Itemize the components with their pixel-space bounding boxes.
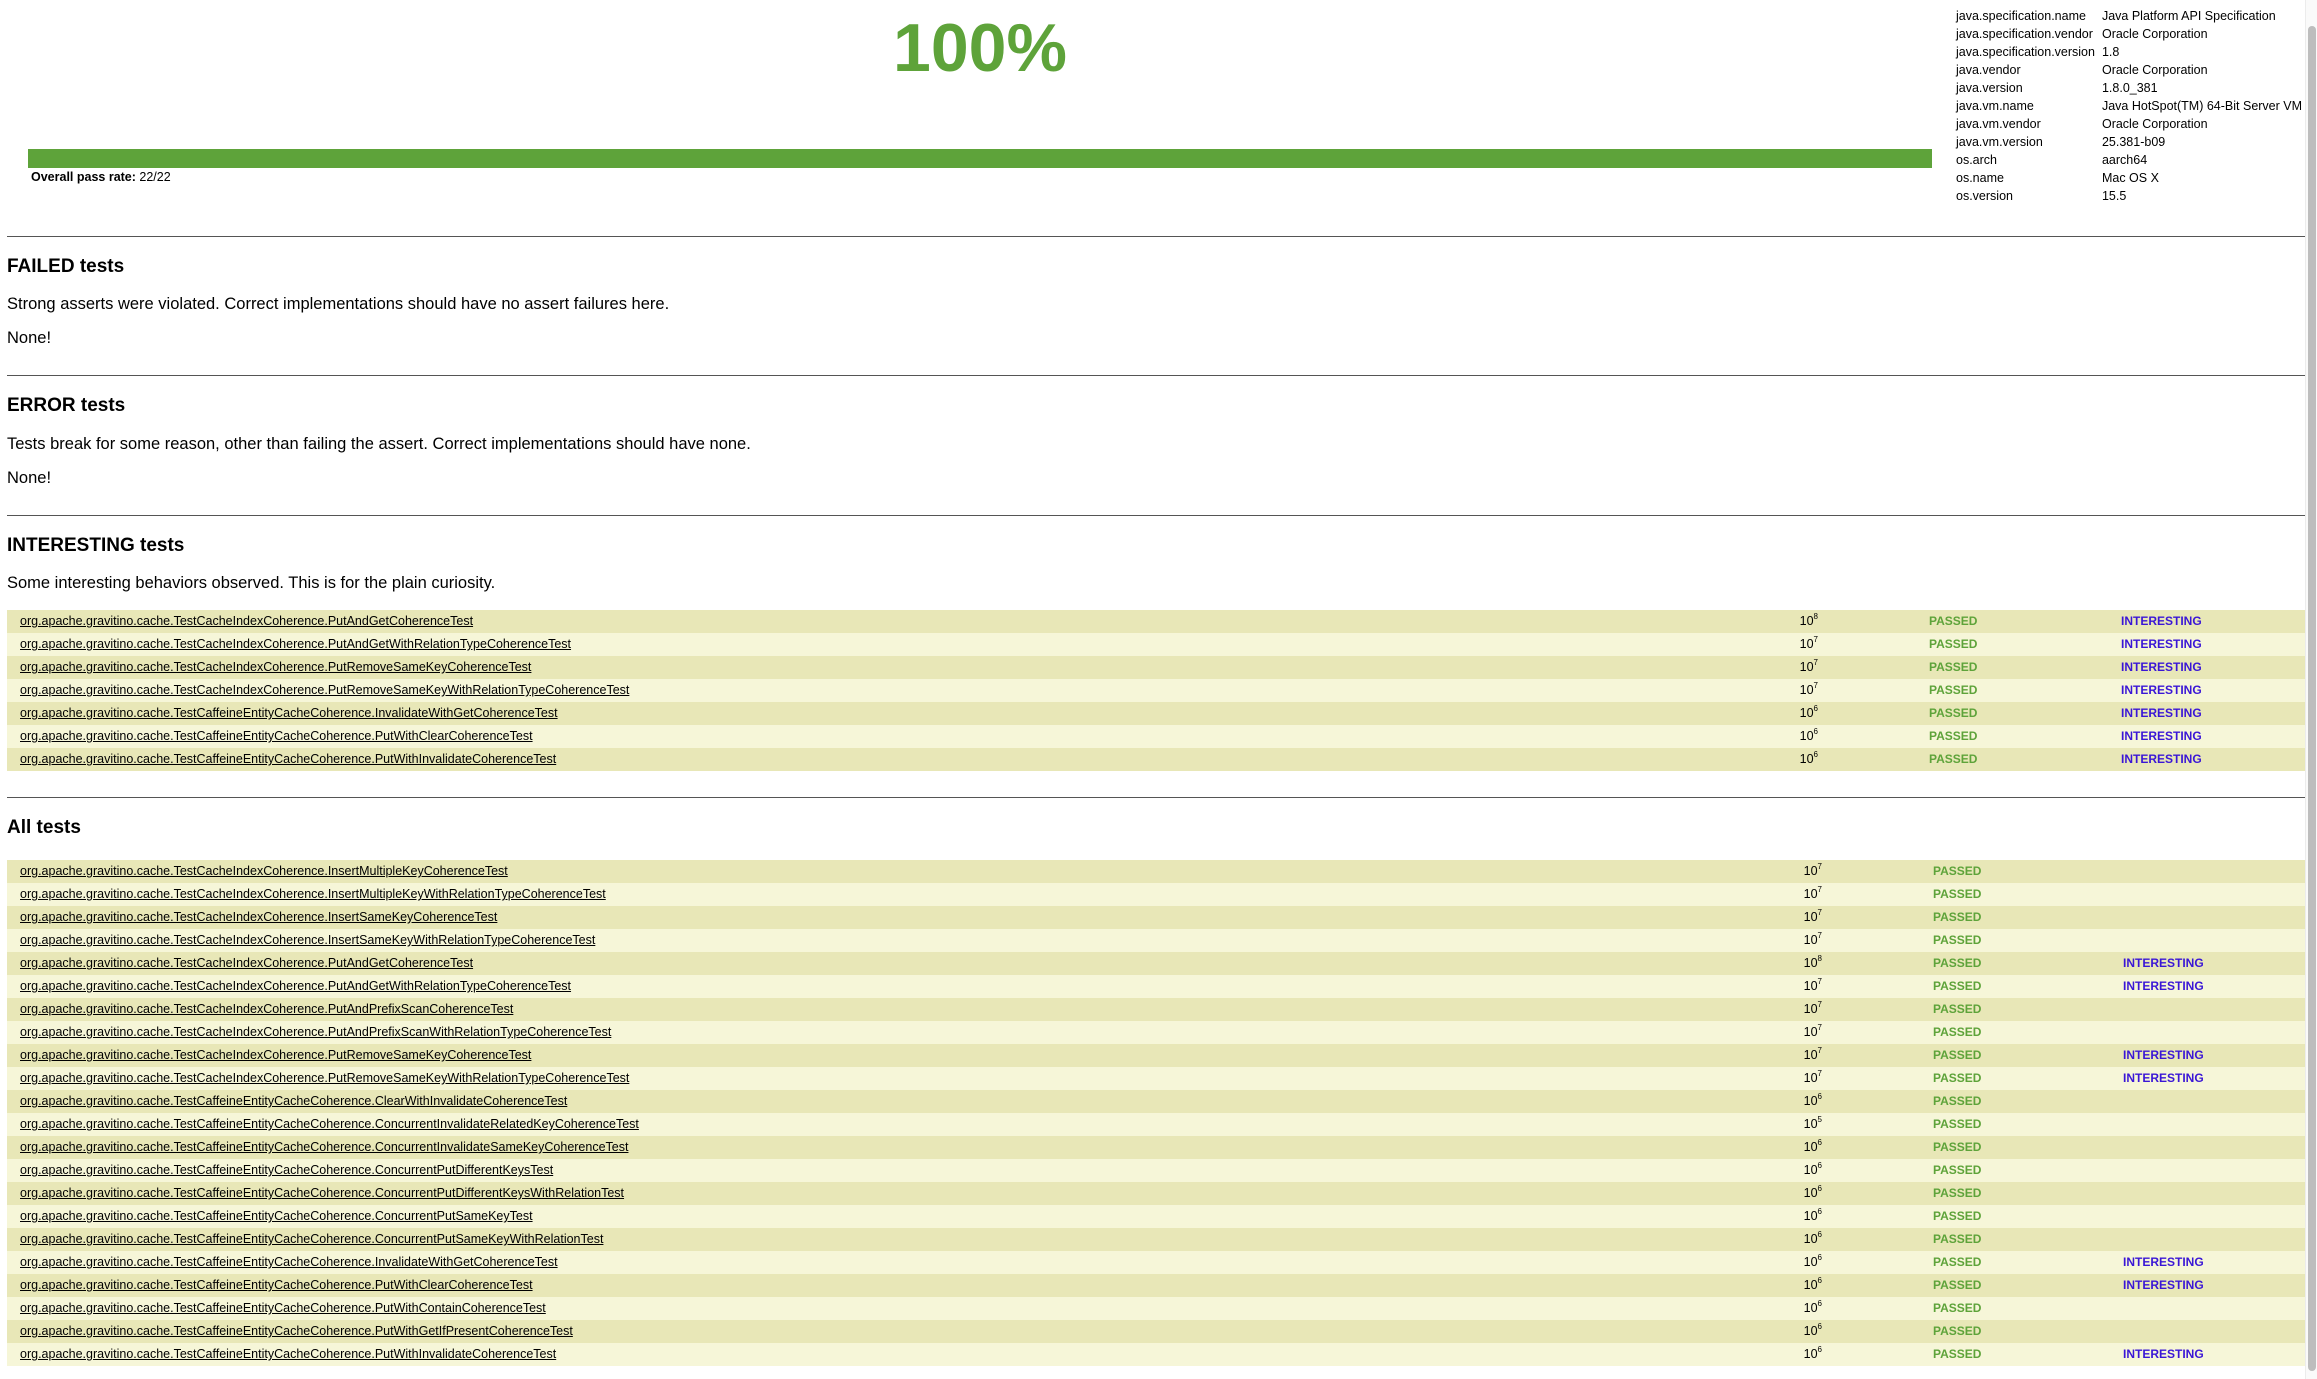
test-name-link[interactable]: org.apache.gravitino.cache.TestCacheIndexCoherence.PutRemoveSameKeyCoherenceTest [20, 1048, 532, 1062]
pass-rate-value: 22/22 [139, 170, 171, 184]
test-status: PASSED [1933, 1094, 1982, 1108]
test-sample-count [1758, 748, 1818, 771]
sample-count-base: 10 [1803, 1186, 1818, 1200]
test-status: PASSED [1933, 1117, 1982, 1131]
environment-property-row [1953, 169, 2306, 187]
test-row [7, 1274, 2310, 1297]
test-row [7, 1228, 2310, 1251]
test-sample-count [1758, 725, 1818, 748]
environment-property-row [1953, 79, 2306, 97]
sample-count-exponent: 7 [1817, 1069, 1822, 1078]
property-key: os.arch [1956, 153, 1997, 167]
error-section-description: Tests break for some reason, other than failing the assert. Correct implementations should have none. [7, 435, 751, 453]
sample-count-base: 10 [1803, 1232, 1818, 1246]
test-status: PASSED [1933, 1048, 1982, 1062]
sample-count-exponent: 7 [1817, 1046, 1822, 1055]
test-sample-count [1762, 883, 1822, 906]
sample-count-exponent: 7 [1817, 1023, 1822, 1032]
test-row [7, 1044, 2310, 1067]
test-interesting-tag: INTERESTING [2121, 706, 2202, 720]
test-sample-count [1762, 1159, 1822, 1182]
sample-count-exponent: 6 [1817, 1322, 1822, 1331]
interesting-section-description: Some interesting behaviors observed. This is for the plain curiosity. [7, 574, 496, 592]
sample-count-exponent: 8 [1817, 954, 1822, 963]
test-status: PASSED [1933, 910, 1982, 924]
test-status: PASSED [1933, 1255, 1982, 1269]
test-status: PASSED [1933, 956, 1982, 970]
sample-count-exponent: 7 [1817, 1000, 1822, 1009]
sample-count-base: 10 [1803, 1094, 1818, 1108]
environment-property-row [1953, 61, 2306, 79]
test-name-link[interactable]: org.apache.gravitino.cache.TestCaffeineEntityCacheCoherence.InvalidateWithGetCoherenceTest [20, 706, 558, 720]
test-name-link[interactable]: org.apache.gravitino.cache.TestCaffeineEntityCacheCoherence.ConcurrentPutSameKeyWithRelationTest [20, 1232, 604, 1246]
test-status: PASSED [1933, 1002, 1982, 1016]
property-value: Mac OS X [2101, 171, 2159, 185]
scrollbar-thumb[interactable] [2308, 26, 2316, 1371]
test-status: PASSED [1929, 706, 1978, 720]
sample-count-base: 10 [1799, 660, 1814, 674]
sample-count-base: 10 [1803, 1301, 1818, 1315]
sample-count-exponent: 6 [1813, 750, 1818, 759]
environment-property-row [1953, 133, 2306, 151]
test-sample-count [1758, 610, 1818, 633]
test-interesting-tag: INTERESTING [2121, 683, 2202, 697]
property-key: os.version [1956, 189, 2013, 203]
sample-count-exponent: 6 [1817, 1276, 1822, 1285]
sample-count-exponent: 7 [1817, 885, 1822, 894]
sample-count-base: 10 [1803, 1163, 1818, 1177]
test-status: PASSED [1929, 683, 1978, 697]
sample-count-base: 10 [1803, 1117, 1818, 1131]
test-status: PASSED [1933, 1301, 1982, 1315]
pass-rate-label: Overall pass rate: [31, 170, 136, 184]
sample-count-base: 10 [1803, 1347, 1818, 1361]
failed-section-description: Strong asserts were violated. Correct implementations should have no assert failures here. [7, 295, 670, 313]
pass-rate-bar-fill [28, 149, 1932, 168]
test-name-link[interactable]: org.apache.gravitino.cache.TestCaffeineEntityCacheCoherence.PutWithGetIfPresentCoherenceTest [20, 1324, 573, 1338]
sample-count-base: 10 [1799, 637, 1814, 651]
environment-property-row [1953, 25, 2306, 43]
error-section-title: ERROR tests [7, 395, 126, 416]
test-sample-count [1762, 1136, 1822, 1159]
property-key: java.specification.name [1956, 9, 2086, 23]
property-key: java.specification.vendor [1956, 27, 2093, 41]
test-sample-count [1762, 1044, 1822, 1067]
sample-count-exponent: 7 [1813, 681, 1818, 690]
test-row [7, 1113, 2310, 1136]
test-status: PASSED [1933, 1209, 1982, 1223]
test-interesting-tag: INTERESTING [2121, 637, 2202, 651]
sample-count-exponent: 5 [1817, 1115, 1822, 1124]
test-sample-count [1762, 1320, 1822, 1343]
test-sample-count [1762, 952, 1822, 975]
test-status: PASSED [1929, 729, 1978, 743]
test-name-link[interactable]: org.apache.gravitino.cache.TestCaffeineEntityCacheCoherence.PutWithInvalidateCoherenceTest [20, 1347, 557, 1361]
property-value: Oracle Corporation [2101, 117, 2208, 131]
sample-count-exponent: 6 [1817, 1184, 1822, 1193]
property-value: 1.8 [2101, 45, 2120, 59]
test-sample-count [1758, 679, 1818, 702]
test-row [7, 1136, 2310, 1159]
error-section-result: None! [7, 469, 52, 487]
property-key: java.vendor [1956, 63, 2021, 77]
test-row [7, 725, 2310, 748]
property-key: java.vm.name [1956, 99, 2034, 113]
test-interesting-tag: INTERESTING [2121, 614, 2202, 628]
sample-count-base: 10 [1799, 706, 1814, 720]
test-row [7, 860, 2310, 883]
test-status: PASSED [1933, 1232, 1982, 1246]
test-row [7, 1090, 2310, 1113]
test-name-link[interactable]: org.apache.gravitino.cache.TestCacheIndexCoherence.InsertMultipleKeyCoherenceTest [20, 864, 508, 878]
test-sample-count [1762, 1182, 1822, 1205]
test-name-link[interactable]: org.apache.gravitino.cache.TestCaffeineEntityCacheCoherence.ConcurrentInvalidateRelatedKeyCoherenceTest [20, 1117, 639, 1131]
sample-count-exponent: 7 [1817, 908, 1822, 917]
property-value: aarch64 [2101, 153, 2148, 167]
sample-count-exponent: 6 [1817, 1092, 1822, 1101]
test-row [7, 1205, 2310, 1228]
test-row [7, 952, 2310, 975]
test-sample-count [1762, 975, 1822, 998]
test-sample-count [1762, 998, 1822, 1021]
property-value: Java Platform API Specification [2101, 9, 2276, 23]
sample-count-exponent: 7 [1817, 862, 1822, 871]
test-name-link[interactable]: org.apache.gravitino.cache.TestCaffeineEntityCacheCoherence.ConcurrentPutDifferentKeysTest [20, 1163, 554, 1177]
test-name-link[interactable]: org.apache.gravitino.cache.TestCaffeineEntityCacheCoherence.PutWithClearCoherenceTest [20, 729, 533, 743]
test-row [7, 1343, 2310, 1366]
test-sample-count [1762, 1251, 1822, 1274]
test-interesting-tag: INTERESTING [2123, 1255, 2204, 1269]
property-value: Oracle Corporation [2101, 27, 2208, 41]
test-status: PASSED [1929, 637, 1978, 651]
test-sample-count [1762, 1067, 1822, 1090]
property-key: java.version [1956, 81, 2023, 95]
test-row [7, 1067, 2310, 1090]
test-interesting-tag: INTERESTING [2123, 979, 2204, 993]
sample-count-exponent: 6 [1817, 1161, 1822, 1170]
sample-count-base: 10 [1803, 1324, 1818, 1338]
environment-property-row [1953, 187, 2306, 205]
test-name-link[interactable]: org.apache.gravitino.cache.TestCaffeineEntityCacheCoherence.PutWithContainCoherenceTest [20, 1301, 546, 1315]
test-name-link[interactable]: org.apache.gravitino.cache.TestCaffeineEntityCacheCoherence.PutWithClearCoherenceTest [20, 1278, 533, 1292]
test-name-link[interactable]: org.apache.gravitino.cache.TestCacheIndexCoherence.PutRemoveSameKeyWithRelationTypeCoherenceTest [20, 1071, 630, 1085]
test-sample-count [1758, 702, 1818, 725]
test-status: PASSED [1933, 864, 1982, 878]
sample-count-base: 10 [1803, 1048, 1818, 1062]
test-name-link[interactable]: org.apache.gravitino.cache.TestCaffeineEntityCacheCoherence.PutWithInvalidateCoherenceTest [20, 752, 557, 766]
test-row [7, 975, 2310, 998]
test-name-link[interactable]: org.apache.gravitino.cache.TestCacheIndexCoherence.InsertSameKeyCoherenceTest [20, 910, 498, 924]
sample-count-exponent: 6 [1813, 727, 1818, 736]
sample-count-base: 10 [1799, 729, 1814, 743]
pass-percentage: 100% [893, 10, 1067, 86]
vertical-scrollbar[interactable] [2305, 0, 2317, 1379]
sample-count-exponent: 6 [1813, 704, 1818, 713]
test-interesting-tag: INTERESTING [2123, 1048, 2204, 1062]
sample-count-base: 10 [1803, 1209, 1818, 1223]
sample-count-base: 10 [1799, 752, 1814, 766]
sample-count-base: 10 [1803, 1278, 1818, 1292]
section-divider [7, 515, 2310, 516]
test-name-link[interactable]: org.apache.gravitino.cache.TestCacheIndexCoherence.InsertSameKeyWithRelationTypeCoherenceTest [20, 933, 596, 947]
environment-property-row [1953, 115, 2306, 133]
test-interesting-tag: INTERESTING [2121, 752, 2202, 766]
test-sample-count [1762, 1113, 1822, 1136]
section-divider [7, 236, 2310, 237]
environment-property-row [1953, 151, 2306, 169]
test-status: PASSED [1933, 1186, 1982, 1200]
test-row [7, 906, 2310, 929]
test-name-link[interactable]: org.apache.gravitino.cache.TestCaffeineEntityCacheCoherence.ConcurrentInvalidateSameKeyCoherenceTest [20, 1140, 629, 1154]
all-tests-table [7, 860, 2310, 1366]
sample-count-base: 10 [1803, 1140, 1818, 1154]
sample-count-exponent: 6 [1817, 1253, 1822, 1262]
test-status: PASSED [1933, 1278, 1982, 1292]
sample-count-base: 10 [1803, 1071, 1818, 1085]
test-row [7, 929, 2310, 952]
test-interesting-tag: INTERESTING [2121, 729, 2202, 743]
test-sample-count [1762, 906, 1822, 929]
test-name-link[interactable]: org.apache.gravitino.cache.TestCacheIndexCoherence.PutAndGetWithRelationTypeCoherenceTest [20, 637, 572, 651]
test-sample-count [1762, 1274, 1822, 1297]
test-status: PASSED [1933, 887, 1982, 901]
environment-property-row [1953, 7, 2306, 25]
sample-count-exponent: 6 [1817, 1230, 1822, 1239]
test-interesting-tag: INTERESTING [2123, 956, 2204, 970]
test-name-link[interactable]: org.apache.gravitino.cache.TestCaffeineEntityCacheCoherence.ConcurrentPutSameKeyTest [20, 1209, 533, 1223]
sample-count-base: 10 [1803, 910, 1818, 924]
sample-count-base: 10 [1803, 956, 1818, 970]
test-status: PASSED [1933, 1140, 1982, 1154]
test-row [7, 633, 2310, 656]
test-name-link[interactable]: org.apache.gravitino.cache.TestCaffeineEntityCacheCoherence.ConcurrentPutDifferentKeysWithRelationTest [20, 1186, 625, 1200]
failed-section-result: None! [7, 329, 52, 347]
test-name-link[interactable]: org.apache.gravitino.cache.TestCacheIndexCoherence.PutAndGetCoherenceTest [20, 614, 474, 628]
sample-count-base: 10 [1803, 979, 1818, 993]
test-interesting-tag: INTERESTING [2121, 660, 2202, 674]
test-row [7, 1021, 2310, 1044]
failed-section-title: FAILED tests [7, 256, 125, 277]
sample-count-base: 10 [1803, 887, 1818, 901]
section-divider [7, 797, 2310, 798]
property-key: java.vm.version [1956, 135, 2043, 149]
test-interesting-tag: INTERESTING [2123, 1071, 2204, 1085]
test-status: PASSED [1933, 1347, 1982, 1361]
test-row [7, 1251, 2310, 1274]
test-sample-count [1758, 656, 1818, 679]
environment-properties [1953, 7, 2306, 205]
test-status: PASSED [1929, 660, 1978, 674]
test-status: PASSED [1933, 933, 1982, 947]
test-interesting-tag: INTERESTING [2123, 1278, 2204, 1292]
test-sample-count [1762, 1205, 1822, 1228]
test-row [7, 656, 2310, 679]
sample-count-exponent: 7 [1817, 931, 1822, 940]
test-status: PASSED [1933, 1025, 1982, 1039]
test-interesting-tag: INTERESTING [2123, 1347, 2204, 1361]
environment-property-row [1953, 97, 2306, 115]
sample-count-exponent: 8 [1813, 612, 1818, 621]
test-name-link[interactable]: org.apache.gravitino.cache.TestCacheIndexCoherence.PutAndGetWithRelationTypeCoherenceTest [20, 979, 572, 993]
sample-count-base: 10 [1799, 614, 1814, 628]
test-name-link[interactable]: org.apache.gravitino.cache.TestCaffeineEntityCacheCoherence.ClearWithInvalidateCoherenceTest [20, 1094, 568, 1108]
test-sample-count [1762, 1021, 1822, 1044]
test-status: PASSED [1933, 1071, 1982, 1085]
test-sample-count [1762, 1090, 1822, 1113]
test-name-link[interactable]: org.apache.gravitino.cache.TestCacheIndexCoherence.PutAndPrefixScanCoherenceTest [20, 1002, 514, 1016]
property-key: java.vm.vendor [1956, 117, 2041, 131]
test-row [7, 748, 2310, 771]
sample-count-base: 10 [1799, 683, 1814, 697]
test-status: PASSED [1933, 979, 1982, 993]
sample-count-base: 10 [1803, 1025, 1818, 1039]
test-sample-count [1762, 1343, 1822, 1366]
sample-count-base: 10 [1803, 933, 1818, 947]
sample-count-exponent: 6 [1817, 1138, 1822, 1147]
test-sample-count [1762, 1228, 1822, 1251]
pass-rate-bar [28, 149, 1932, 168]
test-sample-count [1762, 929, 1822, 952]
test-status: PASSED [1929, 752, 1978, 766]
test-status: PASSED [1933, 1324, 1982, 1338]
test-sample-count [1762, 1297, 1822, 1320]
property-value: Java HotSpot(TM) 64-Bit Server VM [2101, 99, 2303, 113]
property-key: java.specification.version [1956, 45, 2095, 59]
environment-property-row [1953, 43, 2306, 61]
sample-count-exponent: 6 [1817, 1299, 1822, 1308]
test-row [7, 702, 2310, 725]
test-name-link[interactable]: org.apache.gravitino.cache.TestCacheIndexCoherence.PutRemoveSameKeyCoherenceTest [20, 660, 532, 674]
test-row [7, 1159, 2310, 1182]
test-row [7, 998, 2310, 1021]
test-row [7, 610, 2310, 633]
test-sample-count [1762, 860, 1822, 883]
section-divider [7, 375, 2310, 376]
test-status: PASSED [1933, 1163, 1982, 1177]
property-key: os.name [1956, 171, 2004, 185]
test-name-link[interactable]: org.apache.gravitino.cache.TestCacheIndexCoherence.PutRemoveSameKeyWithRelationTypeCoherenceTest [20, 683, 630, 697]
sample-count-base: 10 [1803, 1002, 1818, 1016]
test-name-link[interactable]: org.apache.gravitino.cache.TestCacheIndexCoherence.PutAndPrefixScanWithRelationTypeCoherenceTest [20, 1025, 612, 1039]
sample-count-exponent: 7 [1817, 977, 1822, 986]
interesting-tests-table [7, 610, 2310, 771]
interesting-section-title: INTERESTING tests [7, 535, 185, 556]
test-row [7, 1320, 2310, 1343]
property-value: 25.381-b09 [2101, 135, 2166, 149]
sample-count-exponent: 7 [1813, 658, 1818, 667]
sample-count-exponent: 7 [1813, 635, 1818, 644]
test-row [7, 1297, 2310, 1320]
test-name-link[interactable]: org.apache.gravitino.cache.TestCaffeineEntityCacheCoherence.InvalidateWithGetCoherenceTest [20, 1255, 558, 1269]
test-sample-count [1758, 633, 1818, 656]
test-name-link[interactable]: org.apache.gravitino.cache.TestCacheIndexCoherence.InsertMultipleKeyWithRelationTypeCoherenceTest [20, 887, 606, 901]
test-row [7, 883, 2310, 906]
all-section-title: All tests [7, 817, 81, 838]
property-value: Oracle Corporation [2101, 63, 2208, 77]
property-value: 15.5 [2101, 189, 2127, 203]
sample-count-exponent: 6 [1817, 1207, 1822, 1216]
test-row [7, 679, 2310, 702]
test-name-link[interactable]: org.apache.gravitino.cache.TestCacheIndexCoherence.PutAndGetCoherenceTest [20, 956, 474, 970]
sample-count-exponent: 6 [1817, 1345, 1822, 1354]
property-value: 1.8.0_381 [2101, 81, 2158, 95]
sample-count-base: 10 [1803, 1255, 1818, 1269]
test-row [7, 1182, 2310, 1205]
test-status: PASSED [1929, 614, 1978, 628]
overall-pass-rate [31, 170, 171, 184]
sample-count-base: 10 [1803, 864, 1818, 878]
